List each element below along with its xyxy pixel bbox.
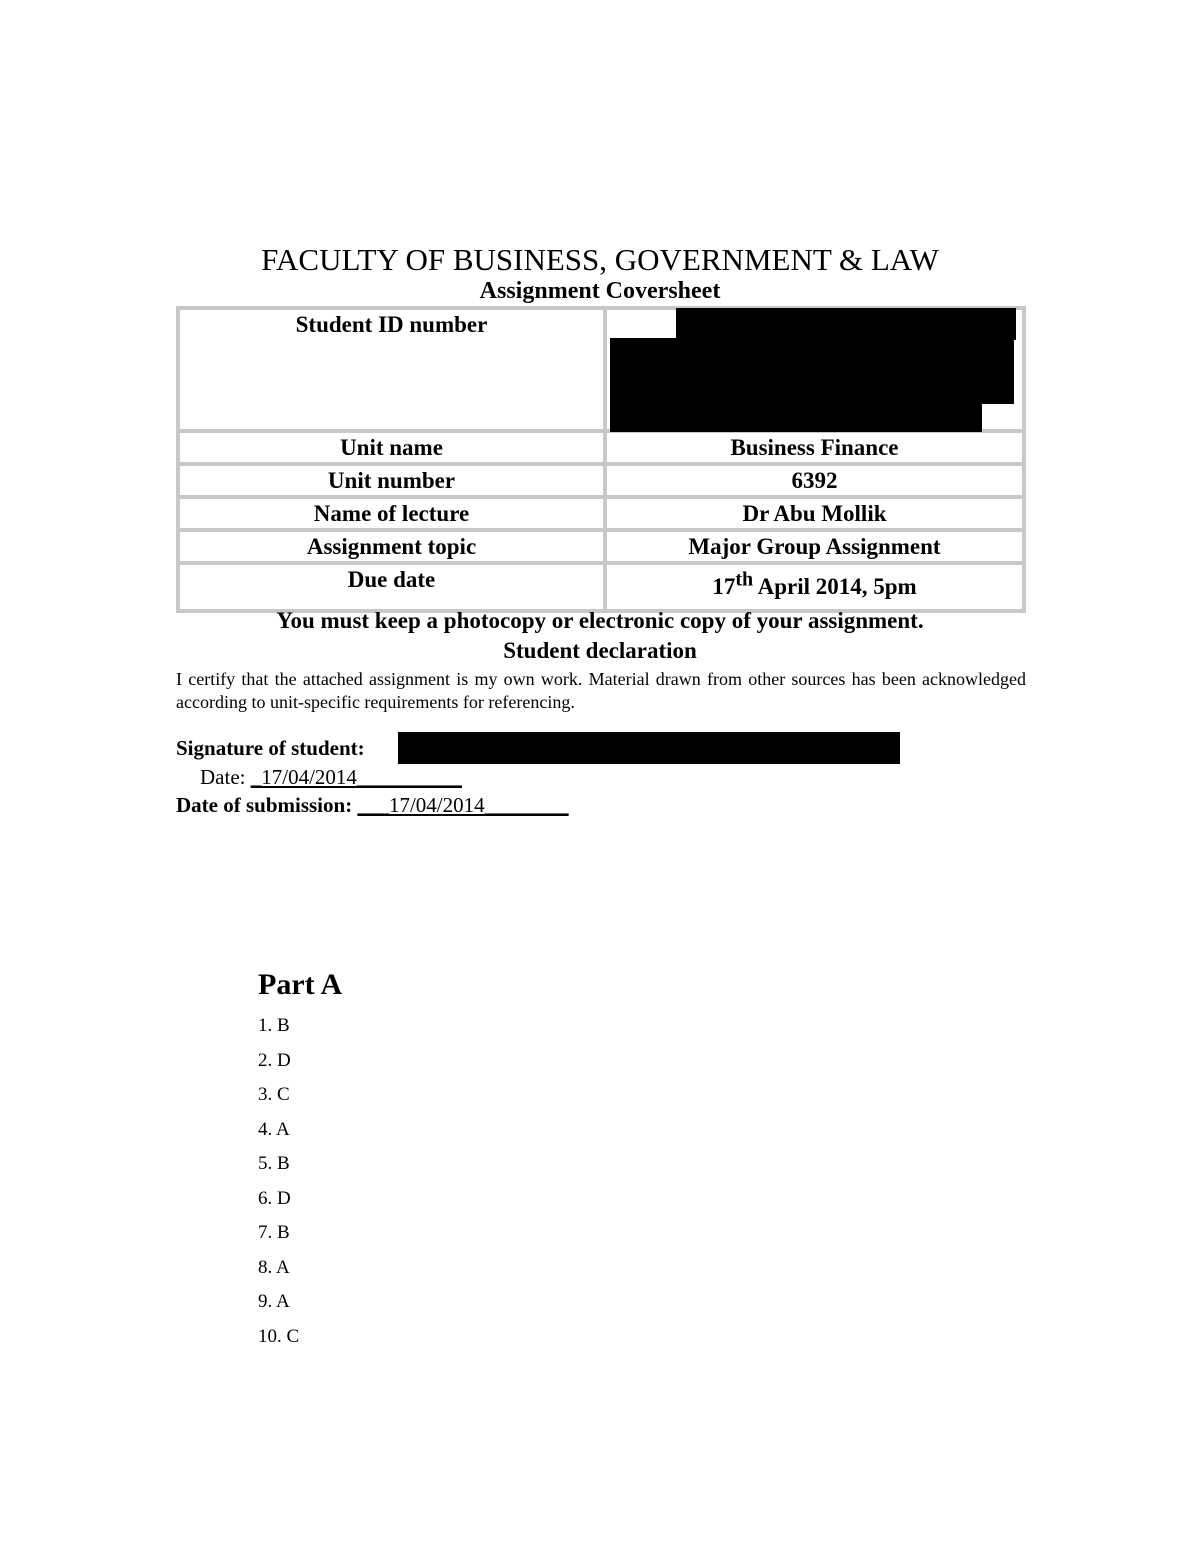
student-id-label: Student ID number — [178, 308, 605, 431]
signature-label: Signature of student: — [176, 736, 365, 760]
submission-date-row — [176, 793, 569, 818]
list-item: 1. B — [258, 1015, 290, 1036]
coversheet-subtitle: Assignment Coversheet — [479, 278, 721, 304]
list-item: 9. A — [258, 1291, 290, 1312]
unit-number-value: 6392 — [605, 464, 1024, 497]
answer-list — [258, 1013, 299, 1358]
due-date-rest: April 2014, 5pm — [753, 574, 917, 599]
due-date-day: 17 — [712, 574, 736, 599]
declaration-text: I certify that the attached assignment is my own work. Material drawn from other sources has been acknowledged according to unit-specific requirements for referencing. — [176, 669, 1026, 712]
list-item: 5. B — [258, 1153, 290, 1174]
signature-row — [176, 736, 365, 761]
table-row — [178, 431, 1024, 464]
unit-number-label: Unit number — [178, 464, 605, 497]
student-id-redaction — [610, 400, 982, 432]
unit-name-label: Unit name — [178, 431, 605, 464]
list-item: 4. A — [258, 1118, 290, 1140]
date-value: _17/04/2014__________ — [250, 765, 462, 789]
table-row — [178, 464, 1024, 497]
list-item: 2. D — [258, 1049, 291, 1071]
due-date-value — [605, 563, 1024, 611]
declaration-heading: Student declaration — [503, 638, 697, 663]
part-a-heading: Part A — [258, 968, 343, 1001]
list-item: 7. B — [258, 1222, 290, 1243]
student-id-redaction — [610, 338, 1014, 404]
faculty-heading: FACULTY OF BUSINESS, GOVERNMENT & LAW — [261, 242, 939, 277]
list-item: 3. C — [258, 1084, 290, 1105]
due-date-ordinal: th — [735, 568, 754, 591]
assignment-topic-label: Assignment topic — [178, 530, 605, 563]
lecturer-label: Name of lecture — [178, 497, 605, 530]
list-item: 10. C — [258, 1325, 300, 1347]
table-row — [178, 563, 1024, 611]
submission-date-label: Date of submission: — [176, 793, 353, 817]
student-id-redaction — [676, 308, 1016, 340]
keep-copy-notice: You must keep a photocopy or electronic copy of your assignment. — [276, 608, 924, 633]
submission-date-value: ___17/04/2014________ — [357, 793, 569, 817]
list-item: 6. D — [258, 1187, 291, 1209]
date-label: Date: — [200, 765, 246, 789]
assignment-topic-value: Major Group Assignment — [605, 530, 1024, 563]
due-date-label: Due date — [178, 563, 605, 611]
date-row — [200, 765, 462, 790]
unit-name-value: Business Finance — [605, 431, 1024, 464]
signature-redaction — [398, 732, 900, 764]
table-row — [178, 497, 1024, 530]
lecturer-value: Dr Abu Mollik — [605, 497, 1024, 530]
list-item: 8. A — [258, 1256, 290, 1278]
table-row — [178, 530, 1024, 563]
